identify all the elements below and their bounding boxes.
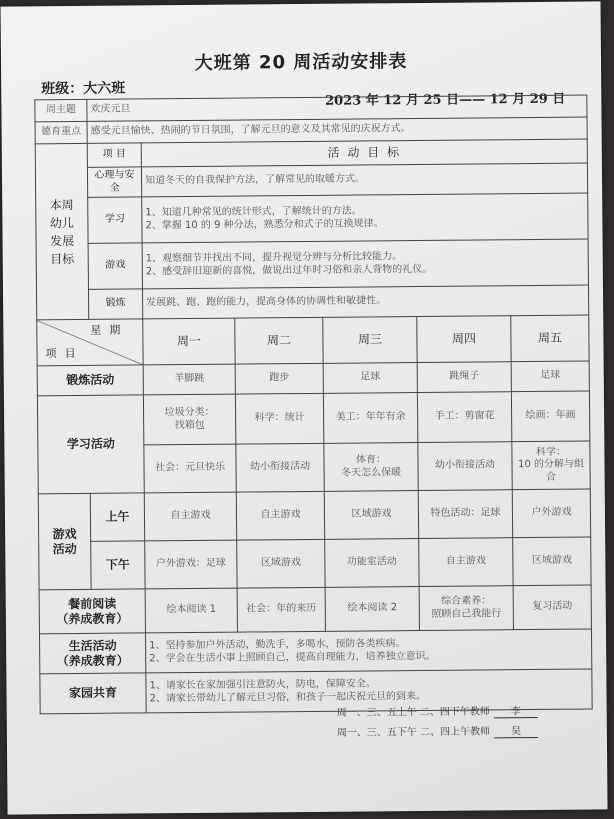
day-header: 周二 — [235, 317, 323, 364]
learning-cell: 科学： 10 的分解与组合 — [512, 441, 590, 490]
theme-value: 欢庆元旦 — [87, 95, 587, 121]
day-header: 周五 — [511, 315, 589, 362]
goals-section-label: 本周 幼儿 发展 目标 — [35, 143, 89, 319]
learning-label: 学习活动 — [37, 395, 144, 494]
corner-top-label: 星期 — [90, 323, 129, 337]
day-header: 周四 — [417, 316, 511, 363]
goal-item: 学习 — [88, 197, 142, 243]
game-cell: 区域游戏 — [237, 539, 325, 588]
exercise-row — [37, 361, 589, 396]
game-cell: 户外游戏 — [512, 489, 590, 538]
goals-goal-header: 活 动 目 标 — [141, 139, 587, 167]
reading-cell: 综合素养： 照顾自己我能行 — [419, 586, 513, 631]
life-text: 1、坚持参加户外活动，勤洗手，多喝水，预防各类疾病。 2、学会在生活小事上照顾自己，提高自理能力，培养独立意识。 — [145, 629, 591, 673]
exercise-cell: 跑步 — [235, 363, 323, 394]
game-cell: 区域游戏 — [513, 537, 591, 586]
game-pm-label: 下午 — [91, 541, 145, 589]
reading-label: 餐前阅读 （养成教育） — [39, 589, 145, 634]
footer-text-2: 周一、三、五下午 二、四上午教师 — [336, 726, 491, 739]
exercise-cell: 跳绳子 — [417, 362, 511, 393]
reading-row — [39, 585, 591, 634]
page-title: 大班第 20 周活动安排表 — [194, 51, 408, 74]
game-cell: 特色活动：足球 — [418, 490, 512, 539]
game-am-label: 上午 — [90, 493, 144, 541]
reading-cell: 绘本阅读 2 — [325, 587, 419, 632]
exercise-cell: 足球 — [323, 363, 417, 394]
exercise-label: 锻炼活动 — [37, 365, 143, 396]
goal-item: 锻炼 — [88, 289, 142, 319]
footer-line-2 — [337, 722, 538, 740]
schedule-table — [34, 95, 592, 715]
learning-cell: 幼小衔接活动 — [418, 442, 512, 491]
learning-row-1 — [37, 391, 589, 446]
game-label: 游戏 活动 — [38, 493, 91, 589]
learning-cell: 社会：元旦快乐 — [144, 444, 236, 493]
learning-cell: 科学：统计 — [235, 393, 323, 444]
goal-text: 1、知道几种常见的统计形式，了解统计的方法。 2、掌握 10 的 9 种分法，熟悉分和式子的互换规律。 — [142, 193, 588, 243]
game-cell: 自主游戏 — [144, 492, 236, 541]
reading-cell: 绘本阅读 1 — [145, 588, 237, 633]
game-cell: 自主游戏 — [419, 538, 513, 587]
game-cell: 功能室活动 — [325, 539, 419, 588]
teacher-signature-1: 李 — [494, 702, 538, 718]
goal-text: 1、观察细节并找出不同，提升视觉分辨与分析比较能力。 2、感受辞旧迎新的喜悦，做说出过年时习俗和亲人背物的礼仪。 — [142, 239, 588, 289]
learning-cell: 绘画：年画 — [511, 391, 589, 442]
footer-line-1 — [337, 702, 538, 720]
footer-text-1: 周一、三、五上午 二、四下午教师 — [336, 706, 490, 719]
corner-bottom-label: 项目 — [45, 347, 84, 361]
goal-item: 心理与安全 — [87, 167, 141, 197]
exercise-cell: 羊脚跳 — [143, 364, 235, 395]
day-header: 周三 — [323, 317, 417, 364]
moral-value: 感受元旦愉快、热闹的节日氛围，了解元旦的意义及其常见的庆祝方式。 — [87, 117, 587, 143]
game-cell: 自主游戏 — [236, 491, 324, 540]
life-row — [39, 629, 591, 674]
goal-text: 知道冬天的自我保护方法，了解常见的取暖方式。 — [141, 163, 587, 197]
goal-item: 游戏 — [88, 243, 142, 289]
home-text: 1、请家长在家加强引注意防火，防电，保障安全。 2、请家长带幼儿了解元旦习俗，和孩子一起庆祝元旦的到来。 — [146, 669, 592, 713]
goal-row — [36, 285, 588, 320]
theme-label: 周主题 — [35, 99, 87, 121]
day-header: 周一 — [143, 318, 235, 365]
reading-cell: 复习活动 — [513, 585, 591, 630]
reading-cell: 社会：年的来历 — [237, 587, 325, 632]
game-cell: 区域游戏 — [324, 491, 418, 540]
goal-row — [36, 239, 588, 290]
learning-cell: 体育： 冬天怎么保暖 — [324, 443, 418, 492]
learning-cell: 美工：年年有余 — [323, 393, 417, 444]
schedule-paper — [1, 1, 608, 814]
game-cell: 户外游戏：足球 — [145, 540, 237, 589]
teacher-signature-2: 吴 — [494, 722, 538, 738]
home-label: 家园共育 — [40, 673, 146, 714]
goal-row — [36, 193, 588, 244]
goal-row — [35, 163, 587, 198]
learning-cell: 手工：剪窗花 — [417, 392, 511, 443]
game-pm-row — [39, 537, 591, 590]
game-am-row — [38, 489, 590, 542]
learning-cell: 幼小衔接活动 — [236, 443, 324, 492]
life-label: 生活活动 （养成教育） — [39, 633, 145, 674]
goals-item-header: 项 目 — [87, 143, 141, 167]
moral-label: 德育重点 — [35, 121, 87, 143]
date-range: 2023 年 12 月 25 日—— 12 月 29 日 — [325, 91, 566, 109]
class-label: 班级：大六班 — [41, 80, 126, 98]
learning-cell: 垃圾分类： 找箱包 — [143, 394, 235, 445]
days-header-row — [37, 315, 589, 366]
exercise-cell: 足球 — [511, 361, 589, 392]
goal-text: 发展跳、跑、跑的能力，提高身体的协调性和敏捷性。 — [142, 285, 588, 319]
corner-cell — [37, 319, 143, 366]
